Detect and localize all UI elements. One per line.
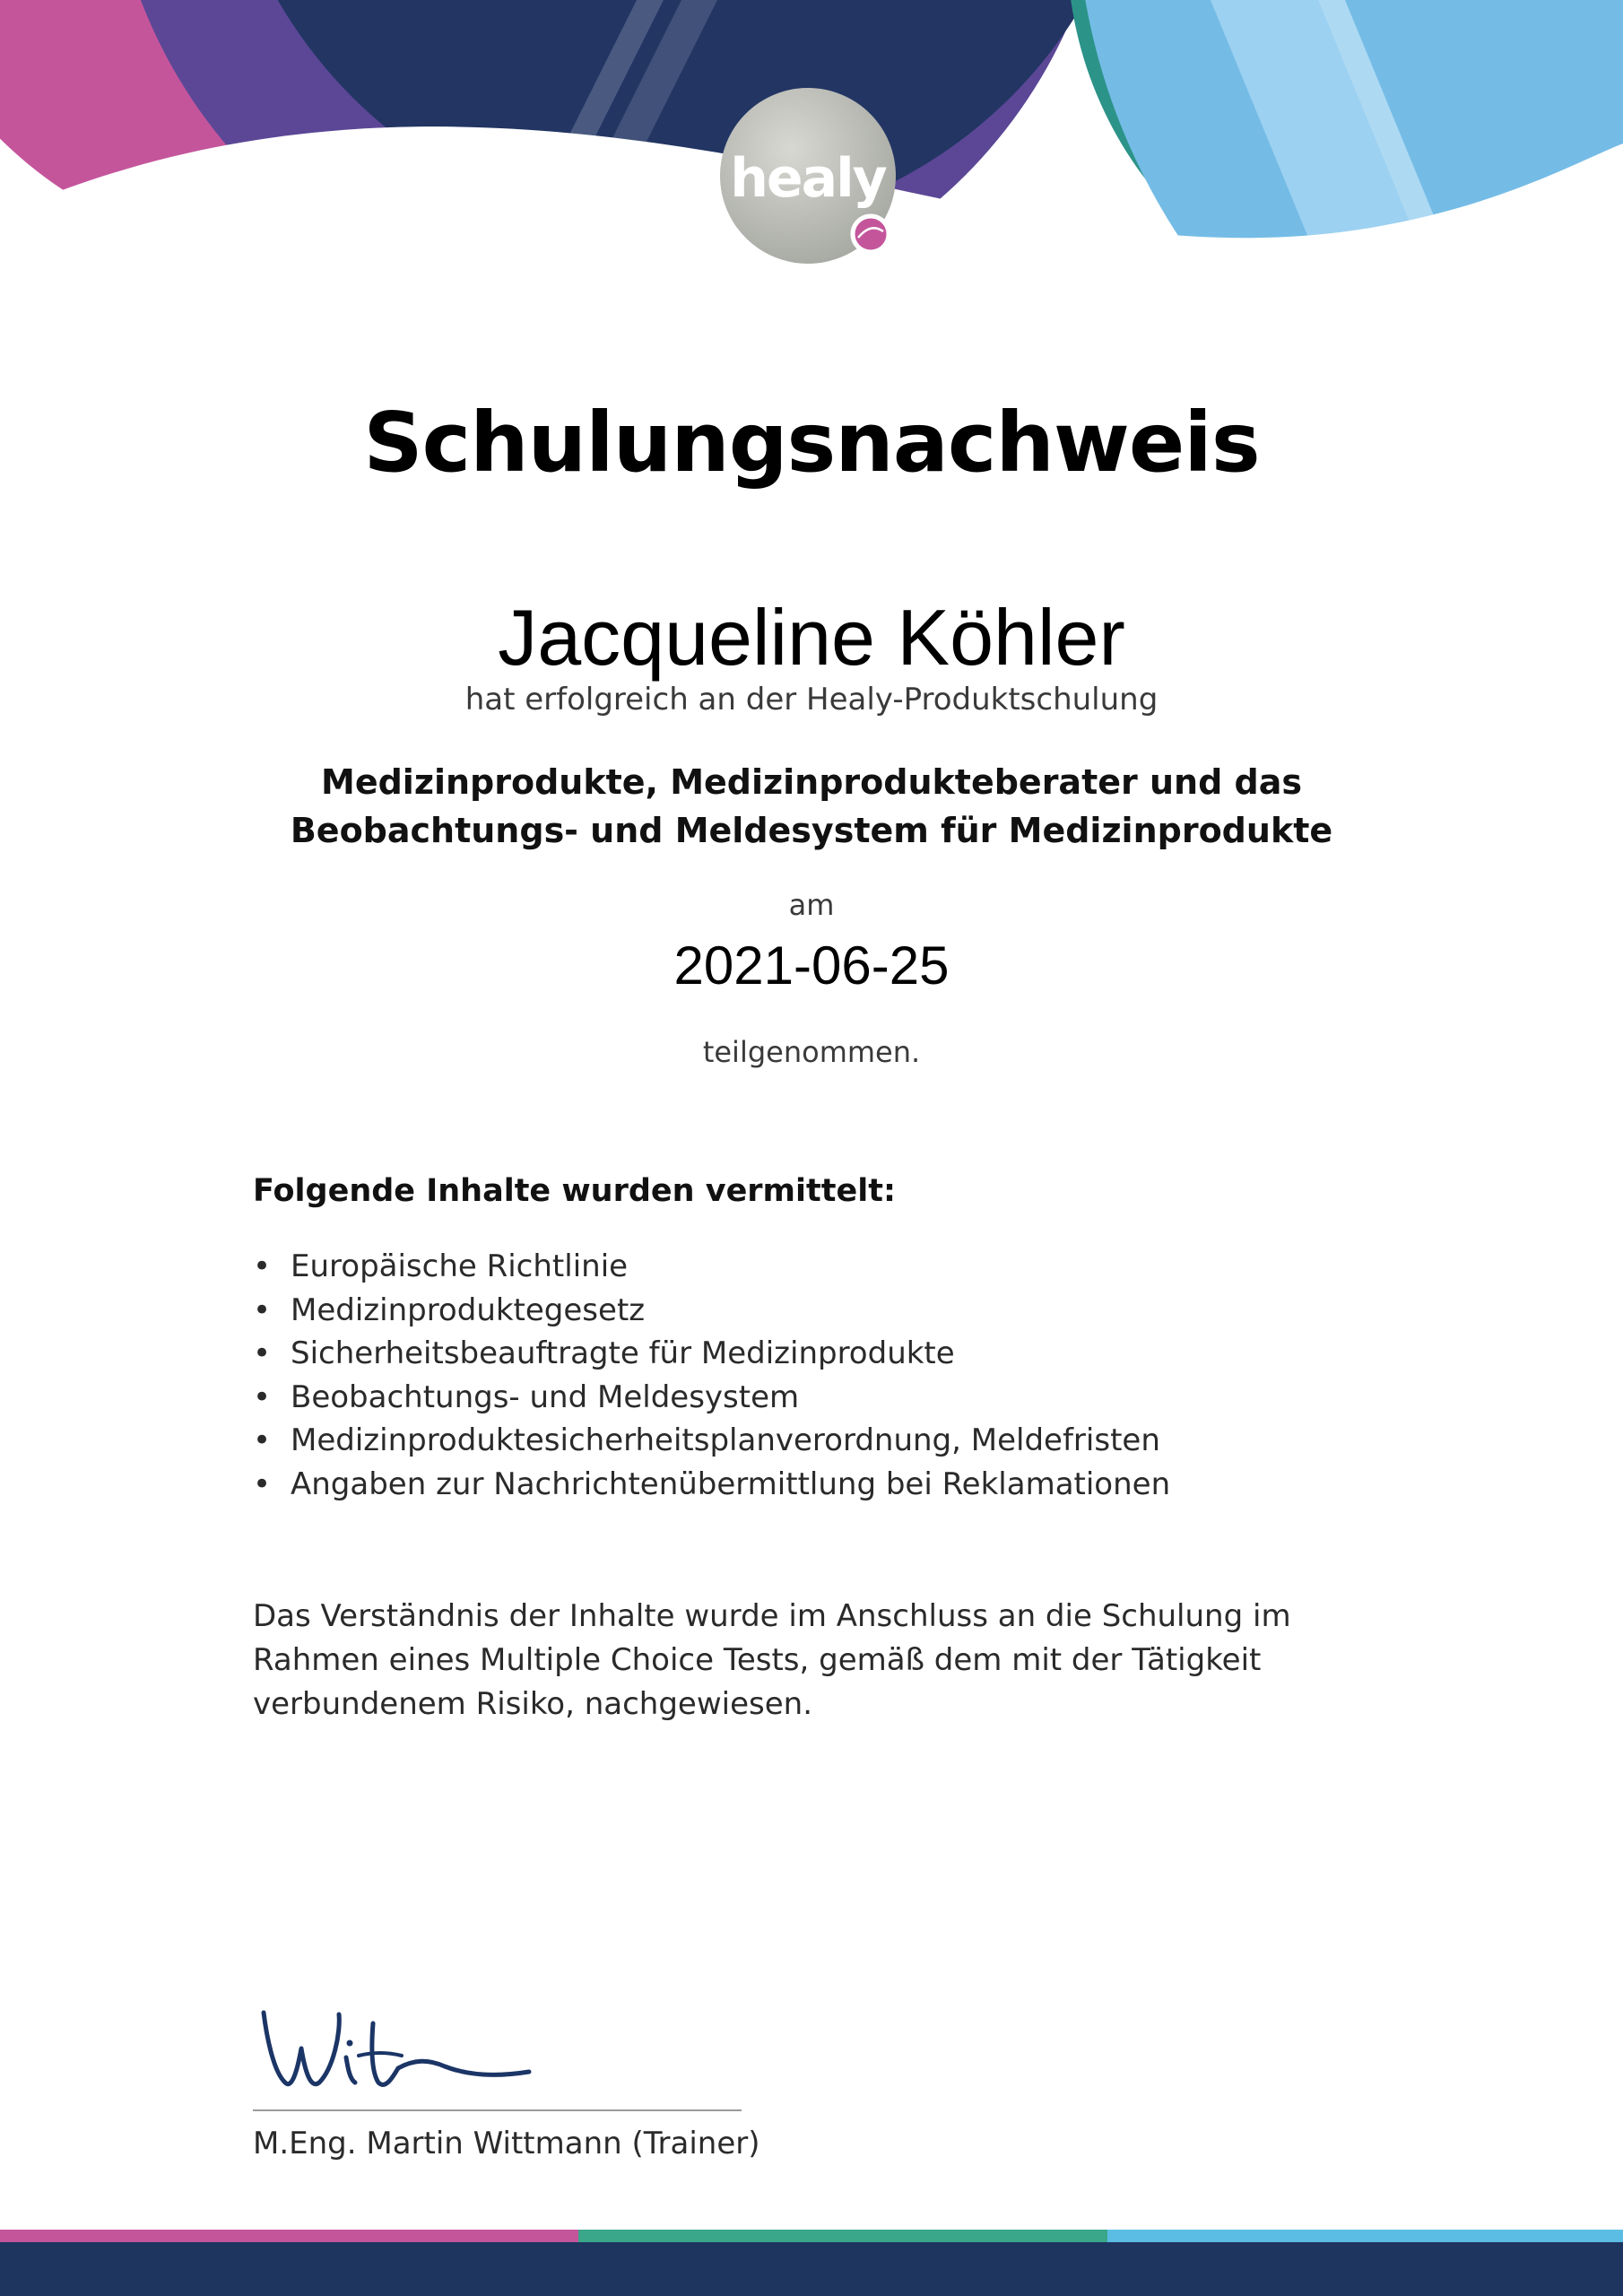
participated-text: teilgenommen. [702, 1035, 921, 1069]
summary-paragraph [253, 1595, 1419, 1726]
footer-stripe-green [578, 2230, 1107, 2242]
footer-stripe-magenta [0, 2230, 578, 2242]
list-item-text: Angaben zur Nachrichtenübermittlung bei Reklamationen [291, 1465, 1171, 1502]
intro-text: hat erfolgreich an der Healy-Produktschulung [464, 682, 1159, 718]
list-item [253, 1376, 1170, 1420]
list-item-text: Beobachtungs- und Meldesystem [291, 1378, 800, 1415]
trainer-name: M.Eng. Martin Wittmann (Trainer) [253, 2126, 760, 2161]
trainer-signature [253, 1996, 558, 2104]
bullet-icon: • [253, 1292, 272, 1328]
list-item-text: Medizinproduktegesetz [291, 1292, 646, 1328]
summary-line: Rahmen eines Multiple Choice Tests, gemäß dem mit der Tätigkeit [253, 1642, 1262, 1678]
logo-wordmark: healy [730, 147, 886, 210]
bullet-icon: • [253, 1422, 272, 1459]
contents-heading: Folgende Inhalte wurden vermittelt: [253, 1173, 896, 1209]
summary-line: Das Verständnis der Inhalte wurde im Anschluss an die Schulung im [253, 1598, 1291, 1634]
bullet-icon: • [253, 1248, 272, 1284]
signature-line [253, 2109, 742, 2111]
contents-list [253, 1245, 1170, 1507]
list-item [253, 1463, 1170, 1507]
recipient-name: Jacqueline Köhler [498, 593, 1125, 682]
certificate-title: Schulungsnachweis [363, 395, 1260, 491]
list-item-text: Sicherheitsbeauftragte für Medizinprodukte [291, 1335, 955, 1372]
list-item [253, 1332, 1170, 1376]
footer-bar [0, 2242, 1623, 2296]
course-title [0, 758, 1623, 855]
bullet-icon: • [253, 1465, 272, 1502]
list-item-text: Europäische Richtlinie [291, 1248, 629, 1284]
course-title-line: Medizinprodukte, Medizinprodukteberater und das [321, 762, 1302, 802]
list-item [253, 1289, 1170, 1333]
bullet-icon: • [253, 1378, 272, 1415]
list-item [253, 1419, 1170, 1463]
list-item-text: Medizinproduktesicherheitsplanverordnung, Meldefristen [291, 1422, 1160, 1459]
training-date: 2021-06-25 [673, 935, 950, 996]
list-item [253, 1245, 1170, 1289]
date-prefix: am [788, 888, 835, 922]
course-title-line: Beobachtungs- und Meldesystem für Medizinprodukte [290, 811, 1333, 850]
footer-stripe-blue [1107, 2230, 1623, 2242]
summary-line: verbundenem Risiko, nachgewiesen. [253, 1686, 813, 1722]
bullet-icon: • [253, 1335, 272, 1372]
healy-logo [720, 88, 896, 264]
